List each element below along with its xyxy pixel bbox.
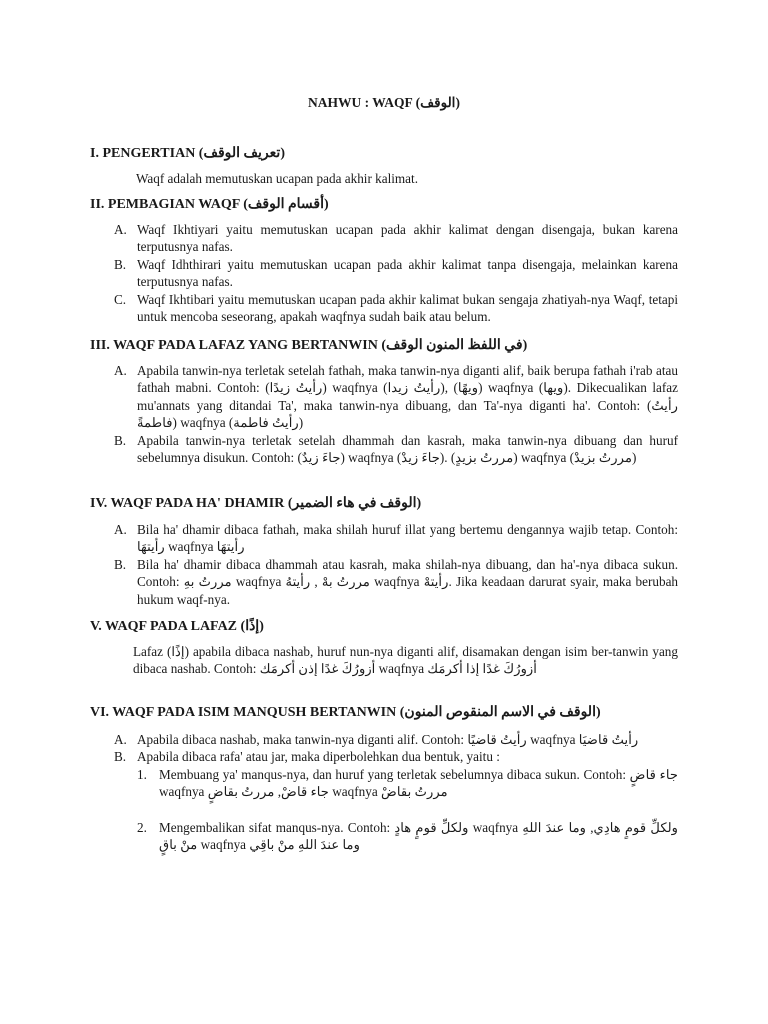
section-paragraph-pengertian: Waqf adalah memutuskan ucapan pada akhir kalimat. <box>136 171 418 186</box>
list-item-text: Waqf Ikhtiyari yaitu memutuskan ucapan pada akhir kalimat dengan disengaja, bukan karena terputusnya nafas. <box>137 222 678 255</box>
list-marker: A. <box>114 522 127 537</box>
list-marker: A. <box>114 732 127 747</box>
list-item <box>114 556 678 608</box>
list-item-text: Apabila tanwin-nya terletak setelah dhammah dan kasrah, maka tanwin-nya dibuang dan huruf sebelumnya disukun. Contoh: (جاءَ زيدٌ) waqfnya (جاءَ زيدْ). (مررتُ بزيدٍ) waqfnya (مررتُ بزيدْ) <box>137 432 678 466</box>
list-item-text: Apabila dibaca rafa' atau jar, maka diperbolehkan dua bentuk, yaitu : <box>137 749 500 765</box>
list-marker: C. <box>114 291 127 307</box>
section-paragraph-lafaz-idzan: Lafaz (إذًا) apabila dibaca nashab, huruf nun-nya diganti alif, disamakan dengan isim ber-tanwin yang dibaca nashab. Contoh: أزورُكَ غدًا إذن أكرمَك waqfnya أزورُكَ غدًا إذا أكرمَك <box>133 644 678 677</box>
list-item-text: Apabila tanwin-nya terletak setelah fathah, maka tanwin-nya diganti alif, baik berupa fathah i'rab atau fathah mabni. Contoh: (رأيتُ زيدًا) waqfnya (رأيتُ زيدا), (ويهًا) waqfnya (ويها). Dikecualikan lafaz mu'annats yang ditandai Ta', maka tanwin-nya dibuang, dan Ta'-nya diganti ha'. Contoh: (رأيتُ فاطمةً) waqfnya (رأيتُ فاطمة) <box>137 363 678 431</box>
sublist-item <box>137 766 678 801</box>
list-marker: B. <box>114 432 127 448</box>
list-item-text: Apabila dibaca nashab, maka tanwin-nya diganti alif. Contoh: رأيتُ قاضيًا waqfnya رأيتُ قاضيَا <box>137 732 639 747</box>
list-ha-dhamir <box>114 521 678 608</box>
list-item-text: Bila ha' dhamir dibaca fathah, maka shilah huruf illat yang bertemu dengannya wajib tetap. Contoh: رأيتهَا waqfnya رأيتهَا <box>137 522 678 555</box>
list-marker: 1. <box>137 766 147 782</box>
list-item <box>114 362 678 432</box>
sublist-isim-manqush <box>137 766 678 854</box>
list-item <box>114 256 678 291</box>
list-marker: 2. <box>137 819 147 835</box>
list-marker: A. <box>114 222 127 237</box>
list-marker: A. <box>114 363 127 378</box>
page-title: NAHWU : WAQF (الوقف) <box>308 95 460 110</box>
list-marker: B. <box>114 749 127 765</box>
list-item-text: Waqf Idhthirari yaitu memutuskan ucapan pada akhir kalimat tanpa disengaja, melainkan karena terputusnya nafas. <box>137 256 678 290</box>
list-lafaz-bertanwin <box>114 362 678 466</box>
list-item-text: Waqf Ikhtibari yaitu memutuskan ucapan pada akhir kalimat bukan sengaja zhatiyah-nya Waqf, tetapi untuk mencoba seseorang, apakah waqfnya sudah baik atau belum. <box>137 291 678 325</box>
sublist-item-text: Membuang ya' manqus-nya, dan huruf yang terletak sebelumnya dibaca sukun. Contoh: جاء قاضٍ waqfnya جاء قاضْ, مررتُ بقاضٍ waqfnya مررتُ بقاضْ <box>159 766 678 800</box>
section-heading-pengertian: I. PENGERTIAN (تعريف الوقف) <box>90 146 285 161</box>
list-item <box>114 521 678 556</box>
list-pembagian <box>114 221 678 325</box>
section-heading-isim-manqush: VI. WAQF PADA ISIM MANQUSH BERTANWIN (الوقف في الاسم المنقوص المنون) <box>90 705 601 720</box>
section-heading-ha-dhamir: IV. WAQF PADA HA' DHAMIR (الوقف في هاء الضمير) <box>90 496 422 511</box>
list-item <box>114 731 678 748</box>
list-item-text: Bila ha' dhamir dibaca dhammah atau kasrah, maka shilah-nya dibuang, dan ha'-nya dibaca sukun. Contoh: مررتُ بهِ waqfnya مررتُ بهْ , رأيتهُ waqfnya رأيتهْ. Jika keadaan darurat syair, maka berubah hukum waqf-nya. <box>137 556 679 607</box>
list-marker: B. <box>114 256 127 272</box>
sublist-item <box>137 819 678 854</box>
list-isim-manqush <box>114 731 678 853</box>
section-heading-lafaz-idzan: V. WAQF PADA LAFAZ (إذًا) <box>90 619 264 634</box>
section-heading-lafaz-bertanwin: III. WAQF PADA LAFAZ YANG BERTANWIN (في اللفظ المنون الوقف) <box>90 338 528 353</box>
list-item <box>114 221 678 256</box>
list-item <box>114 432 678 467</box>
list-item <box>114 291 678 326</box>
list-marker: B. <box>114 556 127 572</box>
list-item <box>114 748 678 853</box>
section-heading-pembagian: II. PEMBAGIAN WAQF (أقسام الوقف) <box>90 197 329 212</box>
sublist-item-text: Mengembalikan sifat manqus-nya. Contoh: ولكلِّ قومٍ هادٍ waqfnya ولكلِّ قومٍ هادِي, وما عندَ اللهِ منْ باقٍ waqfnya وما عندَ اللهِ منْ باقِي <box>159 819 678 853</box>
